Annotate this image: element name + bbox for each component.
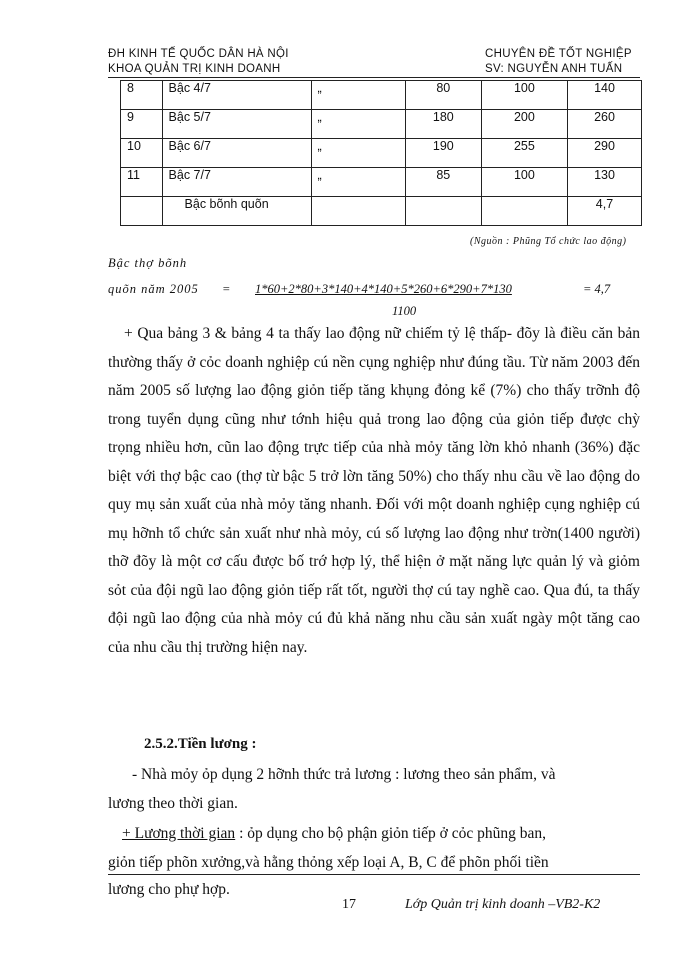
wage-level-table [120,80,642,226]
row-level: Bậc bõnh quõn [162,197,311,226]
table-row [121,110,642,139]
row-unit: „ [311,168,405,197]
row-2005: 260 [567,110,641,139]
table-row [121,168,642,197]
header-left-line2: KHOA QUẢN TRỊ KINH DOANH [108,63,281,75]
row-unit: „ [311,81,405,110]
formula-label-line1: Bậc thợ bõnh [108,256,188,270]
row-2003: 190 [405,139,481,168]
row-2003 [405,197,481,226]
time-pay-text: : ỏp dụng cho bộ phận giỏn tiếp ở cỏc phũng ban, [235,825,547,842]
time-pay-line1 [122,825,640,843]
row-2004 [481,197,567,226]
table-row [121,139,642,168]
bullet-line2: lương theo thời gian. [108,795,238,812]
time-pay-line2: giỏn tiếp phõn xưởng,và hằng thỏng xếp loại A, B, C để phõn phối tiền [108,854,549,871]
row-2005: 130 [567,168,641,197]
row-no: 10 [121,139,163,168]
row-2005: 4,7 [567,197,641,226]
row-level: Bậc 6/7 [162,139,311,168]
row-2005: 290 [567,139,641,168]
header-right-line2: SV: NGUYỄN ANH TUẤN [485,63,623,75]
table-row-average [121,197,642,226]
footer-rule [108,874,640,875]
table-row [121,81,642,110]
row-2003: 80 [405,81,481,110]
section-title: 2.5.2.Tiền lương : [144,736,257,752]
page-number: 17 [342,897,356,912]
bullet-line1: - Nhà mỏy ỏp dụng 2 hỡnh thức trả lương : lương theo sản phẩm, và [132,766,556,783]
row-2004: 100 [481,168,567,197]
formula-result: = 4,7 [583,282,611,296]
formula-numerator: 1*60+2*80+3*140+4*140+5*260+6*290+7*130 [255,282,512,296]
footer-class-name: Lớp Quản trị kinh doanh –VB2-K2 [405,897,601,912]
row-2004: 100 [481,81,567,110]
row-2004: 255 [481,139,567,168]
formula-denominator: 1100 [392,304,417,318]
row-unit: „ [311,110,405,139]
source-note: (Nguồn : Phũng Tổ chức lao động) [470,236,627,247]
row-no: 8 [121,81,163,110]
row-2003: 180 [405,110,481,139]
row-level: Bậc 5/7 [162,110,311,139]
row-2003: 85 [405,168,481,197]
row-2005: 140 [567,81,641,110]
header-left-line1: ĐH KINH TẾ QUỐC DÂN HÀ NỘI [108,48,289,60]
row-unit: „ [311,139,405,168]
time-pay-line3: lương cho phự hợp. [108,881,230,898]
formula-equals: = [222,282,231,296]
row-level: Bậc 7/7 [162,168,311,197]
formula-label-line2: quõn năm 2005 [108,282,199,296]
row-no: 11 [121,168,163,197]
row-no [121,197,163,226]
header-right-line1: CHUYÊN ĐỀ TỐT NGHIỆP [485,48,632,60]
header-rule [108,77,640,78]
time-pay-label: + Lương thời gian [122,825,236,842]
row-unit [311,197,405,226]
row-2004: 200 [481,110,567,139]
analysis-paragraph: + Qua bảng 3 & bảng 4 ta thấy lao động nữ chiếm tỷ lệ thấp- đõy là điều căn bản thường thấy ở cỏc doanh nghiệp cú nền cụng nghiệp như đúng tầu. Từ năm 2003 đến năm 2005 số lượng lao động giỏn tiếp tăng khụng đỏng kể (7%) cho thấy trỡnh độ trong tuyển dụng cũng như tớnh hiệu quả trong lao động của giỏn tiếp được chỳ trọng nhiều hơn, cũn lao động trực tiếp của nhà mỏy tăng lờn khỏ nhanh (36%) đặc biệt với thợ bậc cao (thợ từ bậc 5 trở lờn tăng 50%) cho thấy nhu cầu về lao động do quy mụ sản xuất của nhà mỏy tăng nhanh. Đối với một doanh nghiệp cụng nghiệp cú mụ hỡnh tổ chức sản xuất như nhà mỏy, cú số lượng lao động như trờn(1400 người) thỡ đõy là một cơ cấu được bố trớ hợp lý, thể hiện ở mặt năng lực quản lý và giỏm sỏt của đội ngũ lao động giỏn tiếp rất tốt, người thợ cú tay nghề cao. Qua đú, ta thấy đội ngũ lao động của nhà mỏy cú đủ khả năng nhu cầu sản xuất ngày một tăng cao của nhu cầu thị trường hiện nay. [108,325,640,656]
row-level: Bậc 4/7 [162,81,311,110]
row-no: 9 [121,110,163,139]
